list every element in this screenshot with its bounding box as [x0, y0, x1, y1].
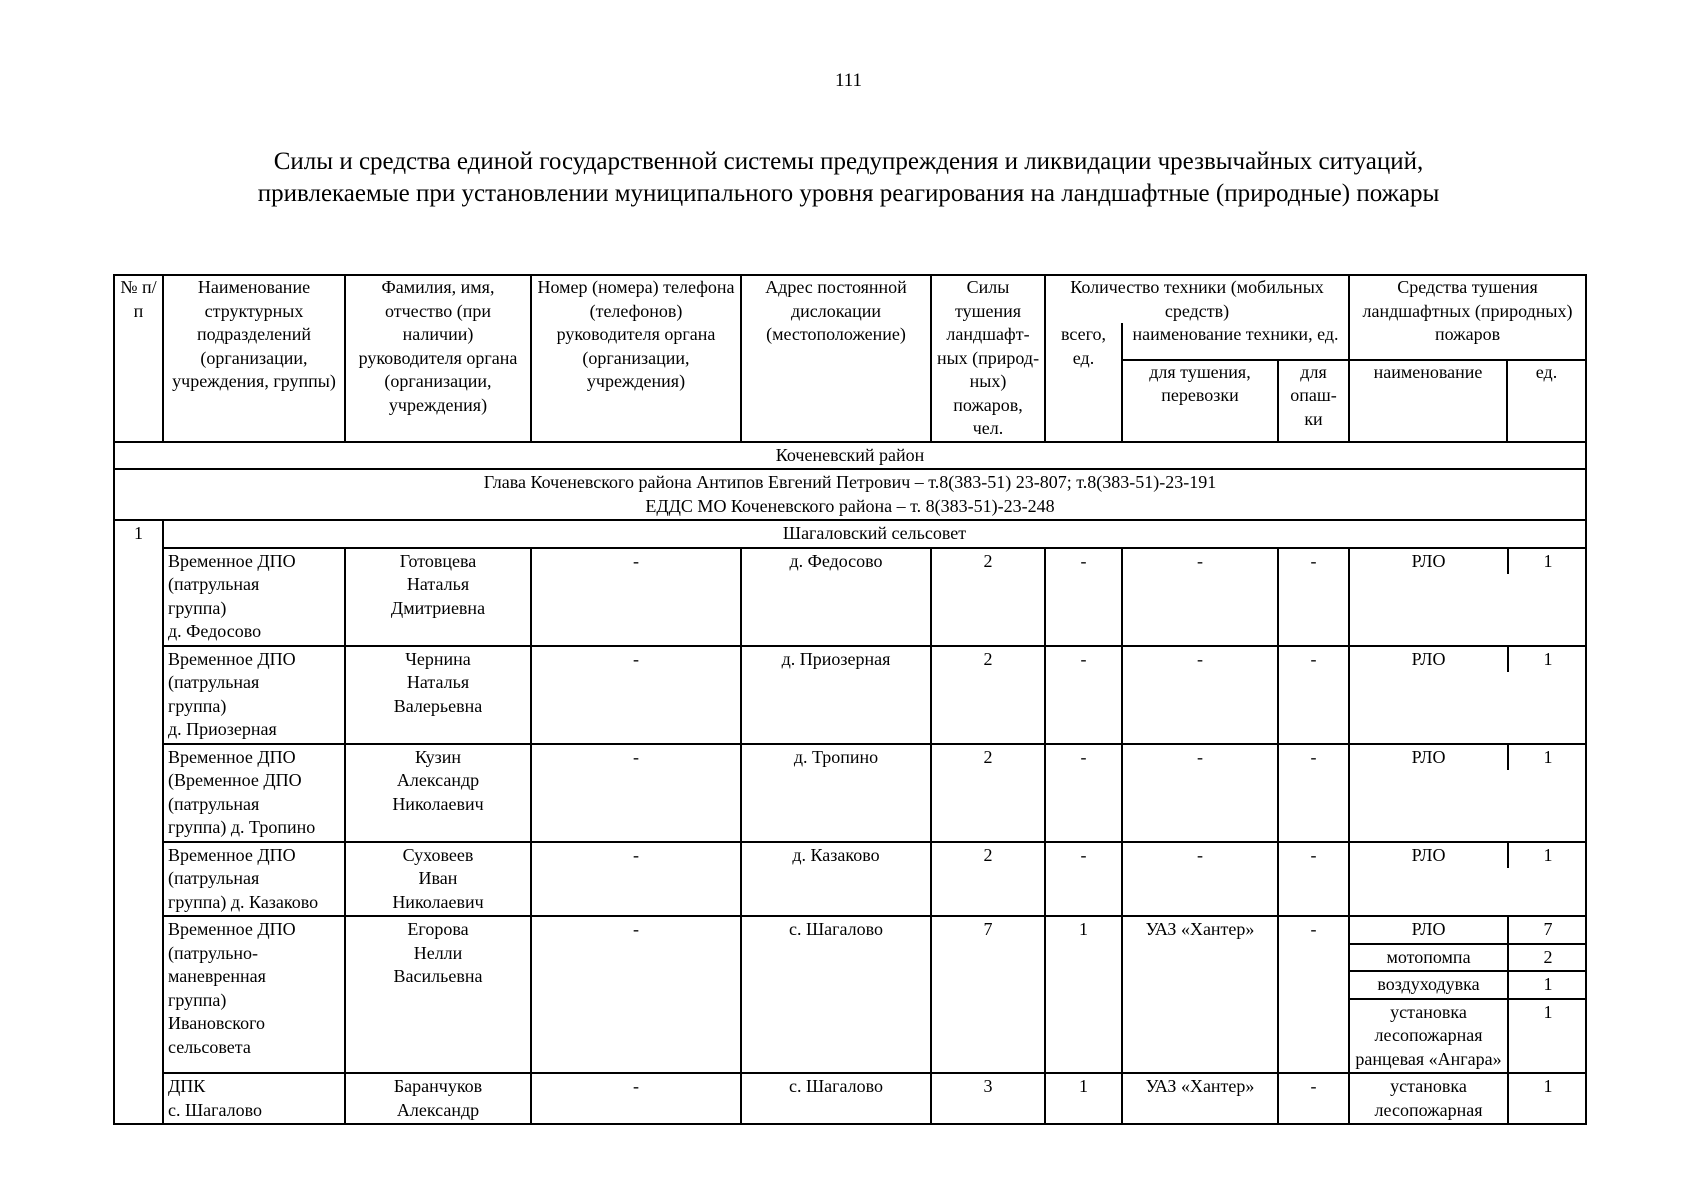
unit-line: д. Федосово [168, 621, 262, 641]
means-table [1350, 745, 1587, 771]
means-row [1350, 647, 1587, 673]
cell-address: д. Федосово [741, 548, 931, 646]
cell-unit [163, 744, 345, 842]
contact-line-2: ЕДДС МО Коченевского района – т. 8(383-51)-23-248 [645, 495, 1055, 516]
header-equipment-transport: для тушения, перевозки [1122, 360, 1278, 442]
cell-equipment-transport: - [1122, 646, 1278, 744]
cell-head [345, 646, 531, 744]
cell-phone: - [531, 548, 741, 646]
cell-forces: 2 [931, 646, 1045, 744]
forces-table [113, 274, 1587, 1125]
means-qty: 7 [1508, 917, 1587, 944]
head-line: Наталья [406, 672, 470, 692]
head-line: Валерьевна [393, 695, 483, 716]
unit-line: с. Шагалово [168, 1099, 263, 1120]
cell-forces: 2 [931, 744, 1045, 842]
means-name: воздуходувка [1350, 971, 1508, 999]
unit-line: сельсовета [168, 1036, 251, 1057]
document-title [0, 146, 1697, 210]
cell-equipment-total: - [1045, 646, 1122, 744]
unit-line: группа) д. Тропино [168, 817, 316, 837]
unit-line: Временное ДПО [168, 550, 296, 571]
head-line: Дмитриевна [390, 597, 486, 618]
means-row [1350, 549, 1587, 575]
means-table [1350, 917, 1587, 1072]
contact-row [114, 469, 1586, 520]
header-row-1 [114, 275, 1586, 323]
means-qty: 1 [1543, 844, 1553, 865]
cell-equipment-total: 1 [1045, 1073, 1122, 1124]
table-row [114, 646, 1586, 744]
cell-forces: 2 [931, 548, 1045, 646]
means-name: РЛО [1350, 843, 1508, 869]
unit-line: Временное ДПО [168, 919, 296, 939]
header-equipment-plow: для опаш-ки [1278, 360, 1349, 442]
cell-equipment-total: - [1045, 744, 1122, 842]
means-qty: 1 [1543, 648, 1553, 669]
unit-line: (Временное ДПО [168, 770, 302, 790]
cell-equipment-total: - [1045, 842, 1122, 917]
cell-equipment-total: - [1045, 548, 1122, 646]
means-qty: 1 [1543, 746, 1553, 767]
contact-info [114, 469, 1586, 520]
means-row [1350, 1074, 1587, 1123]
cell-head [345, 842, 531, 917]
header-means-qty: ед. [1507, 360, 1586, 442]
means-qty: 1 [1543, 1076, 1553, 1096]
head-line: Николаевич [392, 793, 484, 814]
unit-line: (патрульная [168, 868, 260, 888]
means-row [1350, 843, 1587, 869]
cell-head [345, 548, 531, 646]
cell-equipment-transport: - [1122, 548, 1278, 646]
table-row [114, 1073, 1586, 1124]
means-row [1350, 999, 1587, 1073]
unit-line: Временное ДПО [168, 844, 296, 865]
means-name: РЛО [1350, 647, 1508, 673]
cell-phone: - [531, 744, 741, 842]
cell-means [1349, 1073, 1586, 1124]
unit-line: группа) [168, 695, 227, 716]
header-equipment-group: Количество техники (мобильных средств) [1045, 275, 1349, 323]
cell-address: д. Казаково [741, 842, 931, 917]
cell-forces: 7 [931, 916, 1045, 1073]
header-address: Адрес постоянной дислокации (местоположение) [741, 275, 931, 442]
means-name: установка лесопожарная ранцевая «Ангара» [1350, 999, 1508, 1073]
means-table [1350, 647, 1587, 673]
unit-line: Временное ДПО [168, 746, 296, 767]
unit-line: маневренная [168, 966, 266, 986]
means-name: мотопомпа [1350, 944, 1508, 972]
forces-table-wrapper [113, 274, 1587, 1125]
title-line-2: привлекаемые при установлении муниципального уровня реагирования на ландшафтные (природные) пожары [257, 180, 1440, 207]
head-line: Суховеев [402, 844, 474, 865]
table-row [114, 548, 1586, 646]
council-row [114, 520, 1586, 548]
means-name: РЛО [1350, 745, 1508, 771]
cell-unit [163, 842, 345, 917]
cell-address: с. Шагалово [741, 916, 931, 1073]
means-row [1350, 971, 1587, 999]
header-equipment-total: всего, ед. [1045, 323, 1122, 442]
cell-equipment-plow: - [1278, 744, 1349, 842]
cell-equipment-transport: УАЗ «Хантер» [1122, 916, 1278, 1073]
title-line-1: Силы и средства единой государственной системы предупреждения и ликвидации чрезвычайных ситуаций, [273, 148, 1424, 175]
head-line: Иван [418, 868, 458, 888]
cell-phone: - [531, 1073, 741, 1124]
cell-address: д. Приозерная [741, 646, 931, 744]
table-body [114, 442, 1586, 1125]
header-phone: Номер (номера) телефона (телефонов) руководителя органа (организации, учреждения) [531, 275, 741, 442]
unit-line: (патрульно- [168, 942, 259, 963]
head-line: Кузин [414, 746, 462, 767]
means-table [1350, 843, 1587, 869]
unit-line: группа) [168, 989, 227, 1010]
table-row [114, 744, 1586, 842]
means-name: установка лесопожарная [1350, 1074, 1508, 1123]
cell-means [1349, 744, 1586, 842]
page-number: 111 [834, 70, 863, 91]
group-number: 1 [114, 520, 163, 1124]
means-table [1350, 549, 1587, 575]
means-row [1350, 745, 1587, 771]
cell-equipment-transport: УАЗ «Хантер» [1122, 1073, 1278, 1124]
cell-equipment-plow: - [1278, 842, 1349, 917]
cell-head [345, 744, 531, 842]
unit-line: группа) д. Казаково [168, 891, 319, 912]
district-row [114, 442, 1586, 470]
cell-address: д. Тропино [741, 744, 931, 842]
head-line: Николаевич [392, 891, 484, 912]
header-forces: Силы тушения ландшафт-ных (природ-ных) пожаров, чел. [931, 275, 1045, 442]
cell-head [345, 1073, 531, 1124]
head-line: Нелли [413, 942, 463, 963]
unit-line: группа) [168, 597, 227, 618]
district-name: Коченевский район [114, 442, 1586, 470]
head-line: Готовцева [399, 550, 477, 571]
contact-line-1: Глава Коченевского района Антипов Евгений Петрович – т.8(383-51) 23-807; т.8(383-51)-23-191 [483, 472, 1217, 492]
cell-head [345, 916, 531, 1073]
header-equipment-names: наименование техники, ед. [1122, 323, 1349, 360]
table-row [114, 916, 1586, 1073]
unit-line: д. Приозерная [168, 719, 277, 739]
header-means-name: наименование [1349, 360, 1507, 442]
head-line: Егорова [407, 919, 469, 939]
means-qty: 1 [1543, 550, 1553, 571]
cell-equipment-total: 1 [1045, 916, 1122, 1073]
means-qty: 1 [1543, 1001, 1553, 1022]
cell-forces: 3 [931, 1073, 1045, 1124]
cell-unit [163, 916, 345, 1073]
means-name: РЛО [1350, 917, 1508, 944]
table-row [114, 842, 1586, 917]
cell-phone: - [531, 646, 741, 744]
cell-means [1349, 916, 1586, 1073]
cell-means [1349, 548, 1586, 646]
head-line: Александр [396, 770, 480, 790]
unit-line: ДПК [168, 1076, 206, 1096]
means-row [1350, 917, 1587, 944]
cell-equipment-plow: - [1278, 916, 1349, 1073]
cell-phone: - [531, 916, 741, 1073]
header-head: Фамилия, имя, отчество (при наличии) руководителя органа (организации, учреждения) [345, 275, 531, 442]
cell-equipment-plow: - [1278, 548, 1349, 646]
unit-line: (патрульная [168, 574, 260, 594]
unit-line: Временное ДПО [168, 648, 296, 669]
cell-address: с. Шагалово [741, 1073, 931, 1124]
means-row [1350, 944, 1587, 972]
unit-line: (патрульная [168, 793, 260, 814]
cell-equipment-plow: - [1278, 646, 1349, 744]
unit-line: (патрульная [168, 672, 260, 692]
cell-unit [163, 548, 345, 646]
head-line: Чернина [405, 648, 471, 669]
cell-equipment-transport: - [1122, 842, 1278, 917]
means-qty: 1 [1508, 971, 1587, 999]
head-line: Наталья [406, 574, 470, 594]
cell-means [1349, 842, 1586, 917]
cell-equipment-transport: - [1122, 744, 1278, 842]
head-line: Васильевна [393, 966, 483, 986]
cell-equipment-plow: - [1278, 1073, 1349, 1124]
header-unit: Наименование структурных подразделений (организации, учреждения, группы) [163, 275, 345, 442]
means-name: РЛО [1350, 549, 1508, 575]
cell-unit [163, 1073, 345, 1124]
cell-phone: - [531, 842, 741, 917]
header-means-group: Средства тушения ландшафтных (природных) пожаров [1349, 275, 1586, 360]
council-name: Шагаловский сельсовет [163, 520, 1586, 548]
unit-line: Ивановского [168, 1013, 266, 1033]
header-num: № п/п [114, 275, 163, 442]
head-line: Александр [396, 1099, 480, 1120]
cell-unit [163, 646, 345, 744]
head-line: Баранчуков [393, 1076, 483, 1096]
cell-means [1349, 646, 1586, 744]
cell-forces: 2 [931, 842, 1045, 917]
means-table [1350, 1074, 1587, 1123]
means-qty: 2 [1508, 944, 1587, 972]
